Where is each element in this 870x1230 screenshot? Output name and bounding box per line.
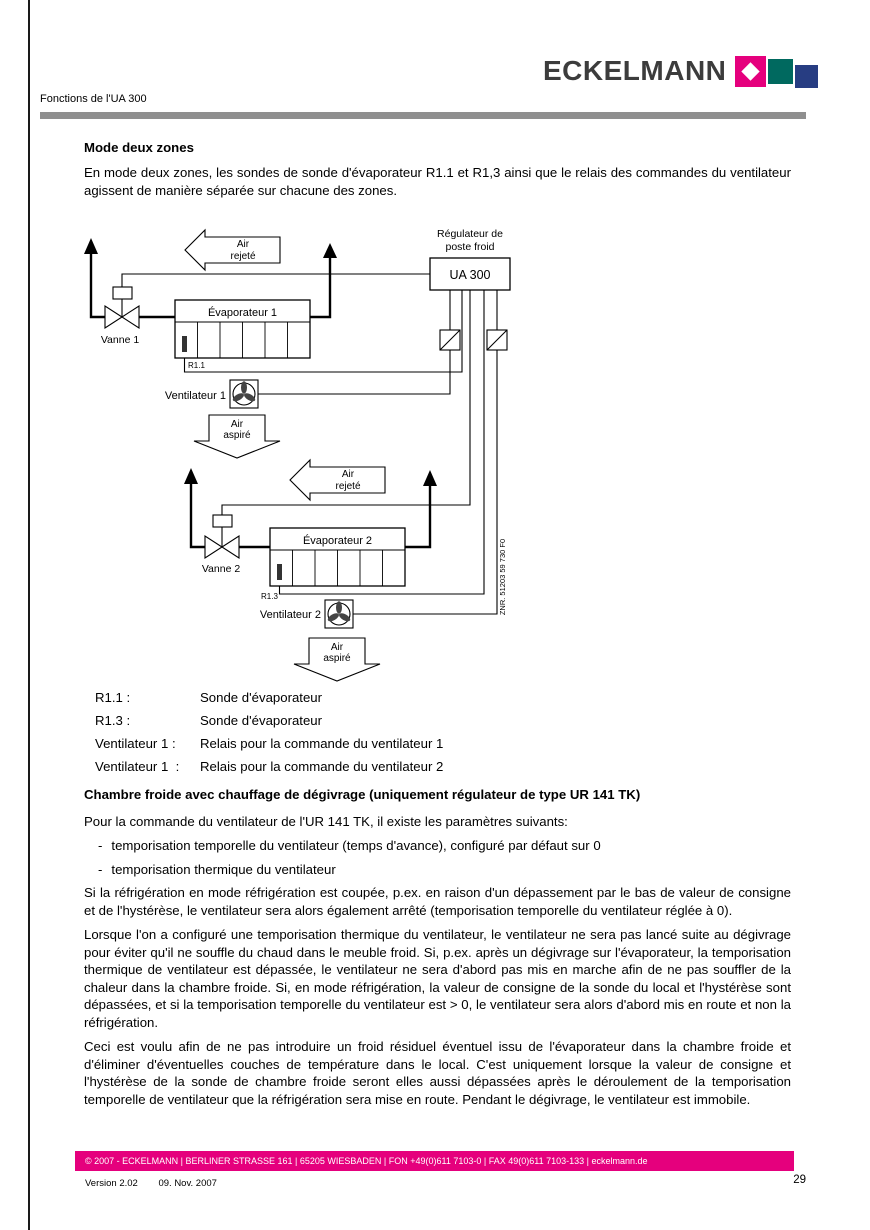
scan-edge-line (28, 0, 30, 1230)
zone1-air-rejected-line2: rejeté (230, 251, 256, 262)
page-number: 29 (793, 1174, 806, 1186)
footer-copyright-bar: © 2007 - ECKELMANN | BERLINER STRASSE 161 | 65205 WIESBADEN | FON +49(0)611 7103-0 | FAX 49(0)611 7103-133 | eckelmann.de (75, 1151, 794, 1171)
valve1-left-triangle (105, 306, 122, 328)
diagram-legend (95, 690, 715, 782)
valve1-label: Vanne 1 (100, 334, 140, 346)
eckelmann-logo (543, 55, 818, 88)
two-zone-diagram (85, 225, 515, 685)
legend-row (95, 759, 715, 782)
version-line (85, 1178, 217, 1189)
valve1-control-wire (122, 274, 430, 287)
zone2-air-rejected-line2: rejeté (335, 481, 361, 492)
section2-paragraph-1: Si la réfrigération en mode réfrigération est coupée, p.ex. en raison d'un dépassement par le bas de valeur de consigne et de l'hystérèse, le ventilateur sera alors également arrêté (temporisation temporelle du ventilateur réglée à 0). (84, 885, 791, 918)
fan1-label: Ventilateur 1 (164, 390, 226, 402)
zone1-air-rejected-arrow (185, 230, 280, 270)
valve1-solenoid (113, 287, 132, 299)
section-title-mode-deux-zones: Mode deux zones (84, 140, 194, 155)
section-chambre-froide (84, 786, 791, 1115)
valve2-label: Vanne 2 (201, 563, 241, 575)
fan2-blade (336, 601, 342, 613)
legend-row (95, 713, 715, 736)
version-label: Version 2.02 (85, 1178, 138, 1189)
section-intro-text: En mode deux zones, les sondes de sonde d'évaporateur R1.1 et R1,3 ainsi que le relais des commandes du ventilateur agissent de manière séparée sur chacune des zones. (84, 165, 791, 198)
version-date: 09. Nov. 2007 (158, 1178, 217, 1189)
evaporator1-label: Évaporateur 1 (207, 307, 278, 319)
zone1-air-aspirated-line2: aspiré (223, 430, 251, 441)
zone2-air-aspirated-line2: aspiré (323, 653, 351, 664)
valve2-right-triangle (222, 536, 239, 558)
sensor-r13-label: R1.3 (261, 592, 278, 601)
logo-diamond-icon (742, 62, 760, 80)
bullet-marker: - (98, 838, 103, 853)
zone2-air-aspirated-line1: Air (330, 642, 344, 653)
bullet-item (98, 837, 791, 855)
header-rule (40, 112, 806, 119)
legend-term: R1.3 : (95, 713, 131, 728)
zone1-air-rejected-line1: Air (236, 239, 250, 250)
legend-desc: Relais pour la commande du ventilateur 1 (200, 736, 444, 751)
controller-ua300 (430, 228, 510, 290)
fan2-label: Ventilateur 2 (259, 609, 321, 621)
zone1-outlet-pipe-arrow-icon (323, 243, 337, 258)
logo-square-magenta (735, 56, 766, 87)
section2-paragraph-2: Lorsque l'on a configuré une temporisation thermique du ventilateur, le ventilateur ne sera pas lancé suite au dégivrage pour éviter qu'il ne souffle du chaud dans le meuble froid. Si, p.ex. après un dégivrage sur l'évaporateur, la temporisation thermique de ventilateur est dépassée, le ventilateur ne sera d'abord pas mis en marche afin de ne pas souffler de la chaleur dans la chambre froide. Si, en mode réfrigération, la valeur de consigne de la sonde du local et l'hystérèse sont dépassées, et si la temporisation temporelle du ventilateur est > 0, le ventilateur sera alors d'abord mis en route et non la réfrigération. (84, 927, 791, 1030)
bullet-text: temporisation thermique du ventilateur (111, 861, 336, 877)
drawing-number: ZNR. 51203 59 730 F0 (498, 538, 507, 616)
logo-wordmark: ECKELMANN (543, 55, 727, 86)
evaporator2-label: Évaporateur 2 (302, 535, 373, 547)
logo-mark (735, 56, 818, 88)
valve1-right-triangle (122, 306, 139, 328)
legend-row (95, 736, 715, 759)
bullet-text: temporisation temporelle du ventilateur (temps d'avance), configuré par défaut sur 0 (111, 838, 601, 853)
regulator-caption-line1: Régulateur de (437, 228, 503, 240)
legend-desc: Relais pour la commande du ventilateur 2 (200, 759, 444, 774)
running-header: Fonctions de l'UA 300 (40, 93, 147, 105)
section2-paragraph-3: Ceci est voulu afin de ne pas introduire un froid résiduel éventuel issu de l'évaporateur dans la chambre froide et d'éliminer d'éventuelles couches de température dans le local. C'est uniquement lorsque la valeur de consigne et l'hystérèse de la sonde de chambre froide seront elles aussi dépassées après le déroulement de la temporisation temporelle de ventilateur que la réfrigération sera mise en route. Pendant le dégivrage, le ventilateur est immobile. (84, 1039, 791, 1107)
zone2-outlet-pipe-arrow-icon (423, 470, 437, 486)
zone2-outlet-pipe (405, 484, 430, 547)
legend-term: Ventilateur 1 : (95, 736, 176, 751)
sensor-r13-icon (277, 564, 282, 580)
section-title-chambre-froide: Chambre froide avec chauffage de dégivrage (uniquement régulateur de type UR 141 TK) (84, 787, 641, 802)
zone1-outlet-pipe (310, 256, 330, 317)
sensor-r11-icon (182, 336, 187, 352)
zone1 (84, 230, 337, 458)
zone2 (184, 460, 437, 681)
valve2-left-triangle (205, 536, 222, 558)
bullet-item (98, 861, 791, 879)
legend-term: Ventilateur 1 : (95, 759, 180, 774)
zone1-inlet-pipe (91, 250, 105, 317)
fan1-blade (241, 381, 247, 393)
sensor-r11-label: R1.1 (188, 361, 205, 370)
bullet-marker: - (98, 861, 103, 877)
legend-row (95, 690, 715, 713)
legend-desc: Sonde d'évaporateur (200, 690, 323, 705)
zone2-air-rejected-arrow (290, 460, 385, 500)
section2-intro: Pour la commande du ventilateur de l'UR 141 TK, il existe les paramètres suivants: (84, 813, 568, 829)
ua300-label: UA 300 (449, 268, 491, 282)
zone1-air-aspirated-line1: Air (230, 419, 244, 430)
zone2-air-rejected-line1: Air (341, 469, 355, 480)
logo-square-navy (795, 65, 818, 88)
legend-desc: Sonde d'évaporateur (200, 713, 323, 728)
zone2-inlet-pipe (191, 480, 205, 547)
legend-term: R1.1 : (95, 690, 131, 705)
valve2-solenoid (213, 515, 232, 527)
regulator-caption-line2: poste froid (445, 241, 495, 253)
logo-square-teal (768, 59, 793, 84)
